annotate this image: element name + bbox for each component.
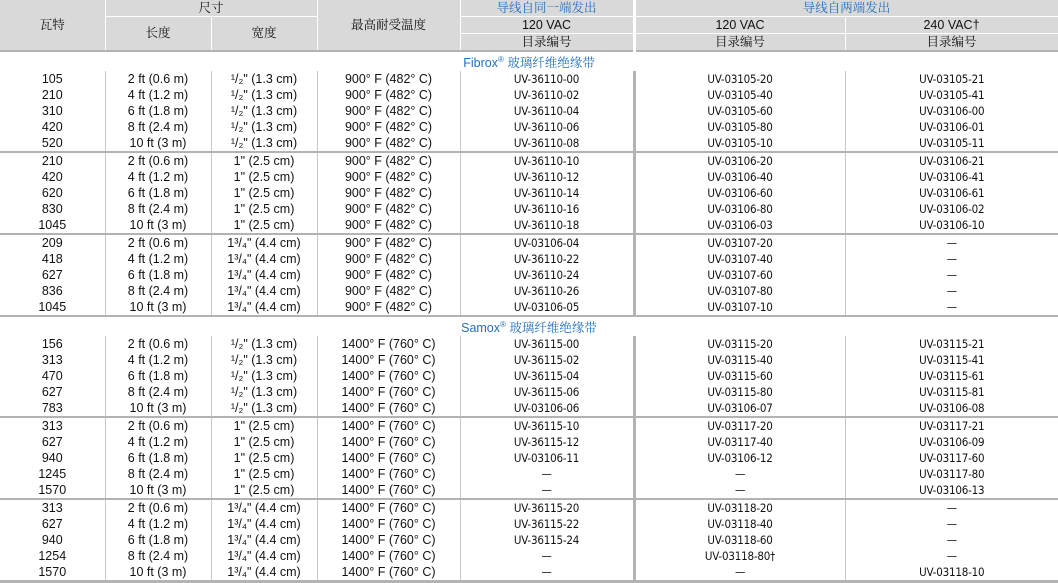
cell-catalog-same-end: UV-36115-12	[460, 434, 634, 450]
cell-width: 1" (2.5 cm)	[211, 466, 317, 482]
cell-max-temp: 900° F (482° C)	[317, 234, 460, 251]
cell-catalog-same-end: UV-03106-04	[460, 234, 634, 251]
cell-length: 6 ft (1.8 m)	[105, 368, 211, 384]
table-row	[0, 417, 1058, 434]
section-header-row	[0, 51, 1058, 71]
cell-width: ¹/₂" (1.3 cm)	[211, 87, 317, 103]
cell-catalog-same-end: UV-36115-06	[460, 384, 634, 400]
cell-catalog-both-240: UV-03106-02	[919, 201, 985, 216]
table-row	[0, 135, 1058, 152]
header-catalog-same-end: 目录编号	[460, 34, 634, 52]
cell-watt: 209	[0, 234, 105, 251]
cell-catalog-same-end: UV-36110-08	[460, 135, 634, 152]
cell-max-temp: 900° F (482° C)	[317, 201, 460, 217]
cell-catalog-both-240: UV-03106-01	[919, 119, 985, 134]
cell-max-temp: 1400° F (760° C)	[317, 434, 460, 450]
cell-length: 8 ft (2.4 m)	[105, 384, 211, 400]
header-both-ends: 导线自两端发出	[634, 0, 1058, 17]
cell-catalog-both-120: UV-03105-60	[634, 103, 845, 119]
table-row	[0, 548, 1058, 564]
table-row	[0, 71, 1058, 87]
registered-mark: ®	[497, 55, 504, 64]
cell-width: ¹/₂" (1.3 cm)	[211, 71, 317, 87]
cell-width: 1" (2.5 cm)	[211, 169, 317, 185]
cell-catalog-both-120: UV-03118-60	[634, 532, 845, 548]
cell-max-temp: 900° F (482° C)	[317, 217, 460, 234]
cell-catalog-both-120: UV-03107-20	[634, 234, 845, 251]
cell-watt: 940	[0, 532, 105, 548]
table-body	[0, 51, 1058, 580]
cell-watt: 105	[0, 71, 105, 87]
cell-catalog-same-end: UV-36110-10	[460, 152, 634, 169]
section-title	[0, 316, 1058, 336]
cell-max-temp: 900° F (482° C)	[317, 299, 460, 316]
cell-width: 1" (2.5 cm)	[211, 152, 317, 169]
cell-catalog-same-end: UV-36115-02	[460, 352, 634, 368]
cell-length: 6 ft (1.8 m)	[105, 450, 211, 466]
cell-catalog-both-240: —	[946, 548, 957, 563]
cell-catalog-both-240: —	[946, 516, 957, 531]
cell-width: 1³/₄" (4.4 cm)	[211, 499, 317, 516]
cell-catalog-same-end: UV-36110-06	[460, 119, 634, 135]
cell-length: 6 ft (1.8 m)	[105, 532, 211, 548]
cell-watt: 1254	[0, 548, 105, 564]
cell-catalog-same-end: UV-36110-26	[460, 283, 634, 299]
table-row	[0, 217, 1058, 234]
cell-width: ¹/₂" (1.3 cm)	[211, 400, 317, 417]
cell-length: 2 ft (0.6 m)	[105, 417, 211, 434]
header-catalog-both-120: 目录编号	[634, 34, 845, 52]
cell-catalog-both-120: UV-03107-10	[634, 299, 845, 316]
header-size: 尺寸	[105, 0, 317, 17]
cell-width: 1" (2.5 cm)	[211, 482, 317, 499]
cell-length: 2 ft (0.6 m)	[105, 152, 211, 169]
cell-length: 4 ft (1.2 m)	[105, 352, 211, 368]
cell-catalog-both-120: UV-03105-10	[634, 135, 845, 152]
cell-catalog-both-120: UV-03115-80	[634, 384, 845, 400]
cell-catalog-both-240: —	[946, 267, 957, 282]
cell-max-temp: 1400° F (760° C)	[317, 516, 460, 532]
cell-length: 4 ft (1.2 m)	[105, 251, 211, 267]
cell-catalog-both-240: UV-03115-61	[919, 368, 985, 383]
table-row	[0, 103, 1058, 119]
cell-catalog-both-120: UV-03105-80	[634, 119, 845, 135]
table-row	[0, 384, 1058, 400]
cell-width: 1³/₄" (4.4 cm)	[211, 251, 317, 267]
header-voltage-both-240: 240 VAC†	[845, 17, 1058, 34]
cell-catalog-both-240: UV-03106-41	[919, 169, 985, 184]
cell-catalog-both-120: UV-03106-07	[634, 400, 845, 417]
cell-max-temp: 900° F (482° C)	[317, 71, 460, 87]
cell-max-temp: 1400° F (760° C)	[317, 400, 460, 417]
cell-watt: 830	[0, 201, 105, 217]
cell-length: 4 ft (1.2 m)	[105, 516, 211, 532]
header-catalog-both-240: 目录编号	[845, 34, 1058, 52]
cell-catalog-both-240: UV-03106-09	[919, 434, 985, 449]
cell-catalog-both-240: UV-03117-60	[919, 450, 985, 465]
cell-max-temp: 1400° F (760° C)	[317, 482, 460, 499]
cell-catalog-both-240: UV-03115-21	[919, 336, 985, 351]
cell-catalog-both-240: UV-03115-81	[919, 384, 985, 399]
cell-catalog-both-120: UV-03106-40	[634, 169, 845, 185]
cell-width: 1" (2.5 cm)	[211, 201, 317, 217]
table-row	[0, 516, 1058, 532]
cell-catalog-same-end: UV-36115-24	[460, 532, 634, 548]
table-row	[0, 368, 1058, 384]
cell-length: 2 ft (0.6 m)	[105, 336, 211, 352]
cell-max-temp: 1400° F (760° C)	[317, 499, 460, 516]
cell-max-temp: 1400° F (760° C)	[317, 384, 460, 400]
cell-catalog-both-120: UV-03118-40	[634, 516, 845, 532]
cell-catalog-both-240: UV-03106-21	[845, 152, 1058, 169]
cell-max-temp: 900° F (482° C)	[317, 267, 460, 283]
cell-max-temp: 1400° F (760° C)	[317, 417, 460, 434]
section-brand: Samox	[461, 321, 501, 336]
cell-catalog-both-240: —	[946, 283, 957, 298]
cell-catalog-both-240: —	[946, 532, 957, 547]
cell-watt: 627	[0, 267, 105, 283]
cell-width: 1³/₄" (4.4 cm)	[211, 516, 317, 532]
cell-width: 1" (2.5 cm)	[211, 417, 317, 434]
header-width: 宽度	[211, 17, 317, 52]
cell-width: 1³/₄" (4.4 cm)	[211, 234, 317, 251]
table-row	[0, 466, 1058, 482]
cell-watt: 836	[0, 283, 105, 299]
cell-catalog-both-240: UV-03117-21	[845, 417, 1058, 434]
cell-max-temp: 1400° F (760° C)	[317, 352, 460, 368]
cell-watt: 783	[0, 400, 105, 417]
table-row	[0, 450, 1058, 466]
cell-length: 6 ft (1.8 m)	[105, 185, 211, 201]
table-row	[0, 352, 1058, 368]
cell-catalog-same-end: UV-36115-22	[460, 516, 634, 532]
cell-watt: 156	[0, 336, 105, 352]
cell-catalog-same-end: UV-36115-04	[460, 368, 634, 384]
cell-catalog-same-end: UV-03106-05	[460, 299, 634, 316]
cell-max-temp: 900° F (482° C)	[317, 103, 460, 119]
cell-length: 10 ft (3 m)	[105, 299, 211, 316]
cell-catalog-same-end: UV-36110-22	[460, 251, 634, 267]
cell-catalog-both-240: UV-03106-10	[919, 217, 985, 232]
cell-catalog-same-end: UV-36115-00	[460, 336, 634, 352]
table-row	[0, 119, 1058, 135]
header-voltage-same-end: 120 VAC	[460, 17, 634, 34]
cell-catalog-same-end: UV-36110-14	[460, 185, 634, 201]
cell-catalog-both-120: UV-03106-80	[634, 201, 845, 217]
cell-watt: 470	[0, 368, 105, 384]
cell-length: 10 ft (3 m)	[105, 400, 211, 417]
table-row	[0, 434, 1058, 450]
cell-catalog-same-end: UV-36115-10	[460, 417, 634, 434]
cell-length: 2 ft (0.6 m)	[105, 234, 211, 251]
cell-width: ¹/₂" (1.3 cm)	[211, 135, 317, 152]
cell-watt: 520	[0, 135, 105, 152]
cell-catalog-same-end: UV-36110-02	[460, 87, 634, 103]
cell-max-temp: 1400° F (760° C)	[317, 548, 460, 564]
cell-watt: 627	[0, 384, 105, 400]
cell-length: 4 ft (1.2 m)	[105, 87, 211, 103]
cell-catalog-both-120: UV-03117-20	[634, 417, 845, 434]
cell-watt: 1245	[0, 466, 105, 482]
cell-catalog-both-120: UV-03107-80	[634, 283, 845, 299]
cell-length: 8 ft (2.4 m)	[105, 119, 211, 135]
cell-max-temp: 1400° F (760° C)	[317, 368, 460, 384]
cell-catalog-same-end: UV-03106-06	[460, 400, 634, 417]
table-row	[0, 152, 1058, 169]
cell-catalog-both-240: —	[946, 299, 957, 314]
cell-width: 1³/₄" (4.4 cm)	[211, 283, 317, 299]
cell-watt: 420	[0, 119, 105, 135]
cell-catalog-both-240: —	[845, 499, 1058, 516]
table-row	[0, 482, 1058, 499]
cell-catalog-both-240: UV-03106-13	[919, 482, 985, 497]
cell-catalog-both-120: UV-03117-40	[634, 434, 845, 450]
cell-max-temp: 1400° F (760° C)	[317, 450, 460, 466]
cell-catalog-both-120: UV-03107-40	[634, 251, 845, 267]
section-header-row	[0, 316, 1058, 336]
table-row	[0, 169, 1058, 185]
cell-catalog-both-240: —	[946, 251, 957, 266]
cell-catalog-both-120: UV-03118-80†	[634, 548, 845, 564]
table-row	[0, 283, 1058, 299]
cell-width: ¹/₂" (1.3 cm)	[211, 119, 317, 135]
cell-catalog-both-240: UV-03106-61	[919, 185, 985, 200]
header-length: 长度	[105, 17, 211, 52]
section-label: 玻璃纤维绝缘带	[503, 56, 595, 71]
table-row	[0, 400, 1058, 417]
cell-width: 1" (2.5 cm)	[211, 450, 317, 466]
cell-watt: 313	[0, 417, 105, 434]
cell-watt: 627	[0, 516, 105, 532]
cell-catalog-both-240: UV-03118-10	[919, 564, 985, 579]
header-watt: 瓦特	[0, 0, 105, 51]
cell-max-temp: 900° F (482° C)	[317, 135, 460, 152]
cell-catalog-both-120: —	[634, 482, 845, 499]
cell-catalog-both-240: UV-03105-41	[919, 87, 985, 102]
cell-catalog-same-end: UV-36110-18	[460, 217, 634, 234]
cell-catalog-same-end: UV-36110-04	[460, 103, 634, 119]
cell-catalog-both-120: UV-03105-40	[634, 87, 845, 103]
cell-max-temp: 900° F (482° C)	[317, 251, 460, 267]
cell-catalog-both-120: UV-03115-20	[634, 336, 845, 352]
cell-watt: 210	[0, 87, 105, 103]
cell-catalog-both-240: UV-03115-41	[919, 352, 985, 367]
cell-catalog-both-120: UV-03106-12	[634, 450, 845, 466]
cell-watt: 1570	[0, 564, 105, 580]
cell-length: 8 ft (2.4 m)	[105, 548, 211, 564]
cell-width: 1" (2.5 cm)	[211, 185, 317, 201]
cell-watt: 1045	[0, 299, 105, 316]
cell-watt: 210	[0, 152, 105, 169]
table-row	[0, 299, 1058, 316]
cell-catalog-both-240: —	[845, 234, 1058, 251]
cell-watt: 1570	[0, 482, 105, 499]
cell-catalog-same-end: —	[460, 466, 634, 482]
cell-catalog-same-end: UV-36110-24	[460, 267, 634, 283]
registered-mark: ®	[500, 320, 506, 330]
cell-width: ¹/₂" (1.3 cm)	[211, 384, 317, 400]
cell-watt: 310	[0, 103, 105, 119]
cell-length: 6 ft (1.8 m)	[105, 103, 211, 119]
cell-length: 10 ft (3 m)	[105, 217, 211, 234]
cell-catalog-both-120: UV-03106-20	[634, 152, 845, 169]
cell-length: 2 ft (0.6 m)	[105, 499, 211, 516]
cell-max-temp: 1400° F (760° C)	[317, 336, 460, 352]
cell-catalog-both-120: UV-03107-60	[634, 267, 845, 283]
cell-length: 10 ft (3 m)	[105, 135, 211, 152]
cell-length: 8 ft (2.4 m)	[105, 466, 211, 482]
cell-catalog-same-end: —	[460, 482, 634, 499]
table-row	[0, 267, 1058, 283]
cell-max-temp: 900° F (482° C)	[317, 119, 460, 135]
cell-catalog-both-240: UV-03106-08	[919, 400, 985, 415]
cell-max-temp: 1400° F (760° C)	[317, 466, 460, 482]
cell-catalog-same-end: UV-36110-00	[460, 71, 634, 87]
cell-width: ¹/₂" (1.3 cm)	[211, 368, 317, 384]
cell-watt: 940	[0, 450, 105, 466]
table-row	[0, 201, 1058, 217]
cell-watt: 418	[0, 251, 105, 267]
cell-catalog-both-120: UV-03106-60	[634, 185, 845, 201]
cell-max-temp: 900° F (482° C)	[317, 87, 460, 103]
cell-length: 10 ft (3 m)	[105, 482, 211, 499]
cell-catalog-both-120: UV-03118-20	[634, 499, 845, 516]
cell-catalog-same-end: UV-36110-16	[460, 201, 634, 217]
cell-length: 8 ft (2.4 m)	[105, 283, 211, 299]
cell-catalog-both-120: UV-03115-40	[634, 352, 845, 368]
cell-catalog-same-end: —	[460, 564, 634, 580]
cell-catalog-same-end: UV-36110-12	[460, 169, 634, 185]
section-title	[0, 51, 1058, 71]
table-row	[0, 185, 1058, 201]
cell-max-temp: 1400° F (760° C)	[317, 564, 460, 580]
cell-max-temp: 900° F (482° C)	[317, 169, 460, 185]
cell-width: ¹/₂" (1.3 cm)	[211, 103, 317, 119]
cell-width: 1" (2.5 cm)	[211, 217, 317, 234]
cell-watt: 1045	[0, 217, 105, 234]
cell-length: 8 ft (2.4 m)	[105, 201, 211, 217]
table-row	[0, 251, 1058, 267]
cell-max-temp: 900° F (482° C)	[317, 283, 460, 299]
cell-catalog-both-240: UV-03105-11	[919, 135, 985, 150]
cell-length: 2 ft (0.6 m)	[105, 71, 211, 87]
table-row	[0, 87, 1058, 103]
header-voltage-both-120: 120 VAC	[634, 17, 845, 34]
cell-catalog-both-120: —	[634, 466, 845, 482]
cell-width: 1³/₄" (4.4 cm)	[211, 299, 317, 316]
cell-catalog-both-120: —	[634, 564, 845, 580]
cell-watt: 313	[0, 499, 105, 516]
cell-width: 1" (2.5 cm)	[211, 434, 317, 450]
cell-max-temp: 900° F (482° C)	[317, 152, 460, 169]
table-row	[0, 532, 1058, 548]
cell-length: 6 ft (1.8 m)	[105, 267, 211, 283]
table-row	[0, 336, 1058, 352]
cell-watt: 313	[0, 352, 105, 368]
cell-catalog-both-120: UV-03105-20	[634, 71, 845, 87]
cell-catalog-same-end: UV-36115-20	[460, 499, 634, 516]
cell-catalog-same-end: —	[460, 548, 634, 564]
cell-length: 10 ft (3 m)	[105, 564, 211, 580]
table-row	[0, 234, 1058, 251]
cell-catalog-both-120: UV-03115-60	[634, 368, 845, 384]
cell-catalog-both-240: UV-03105-21	[919, 71, 985, 86]
header-max-temp: 最高耐受温度	[317, 0, 460, 51]
cell-catalog-same-end: UV-03106-11	[460, 450, 634, 466]
cell-width: ¹/₂" (1.3 cm)	[211, 352, 317, 368]
cell-catalog-both-120: UV-03106-03	[634, 217, 845, 234]
table-header	[0, 0, 1058, 51]
cell-width: ¹/₂" (1.3 cm)	[211, 336, 317, 352]
header-same-end: 导线自同一端发出	[460, 0, 634, 17]
cell-width: 1³/₄" (4.4 cm)	[211, 532, 317, 548]
table-row	[0, 499, 1058, 516]
cell-watt: 620	[0, 185, 105, 201]
cell-width: 1³/₄" (4.4 cm)	[211, 267, 317, 283]
section-label: 玻璃纤维绝缘带	[505, 321, 597, 336]
section-brand: Fibrox	[463, 56, 498, 71]
cell-max-temp: 900° F (482° C)	[317, 185, 460, 201]
cell-width: 1³/₄" (4.4 cm)	[211, 564, 317, 580]
cell-catalog-both-240: UV-03117-80	[919, 466, 985, 481]
cell-catalog-both-240: UV-03106-00	[919, 103, 985, 118]
cell-watt: 627	[0, 434, 105, 450]
cell-length: 4 ft (1.2 m)	[105, 169, 211, 185]
cell-max-temp: 1400° F (760° C)	[317, 532, 460, 548]
cell-watt: 420	[0, 169, 105, 185]
table-row	[0, 564, 1058, 580]
cell-width: 1³/₄" (4.4 cm)	[211, 548, 317, 564]
cell-length: 4 ft (1.2 m)	[105, 434, 211, 450]
